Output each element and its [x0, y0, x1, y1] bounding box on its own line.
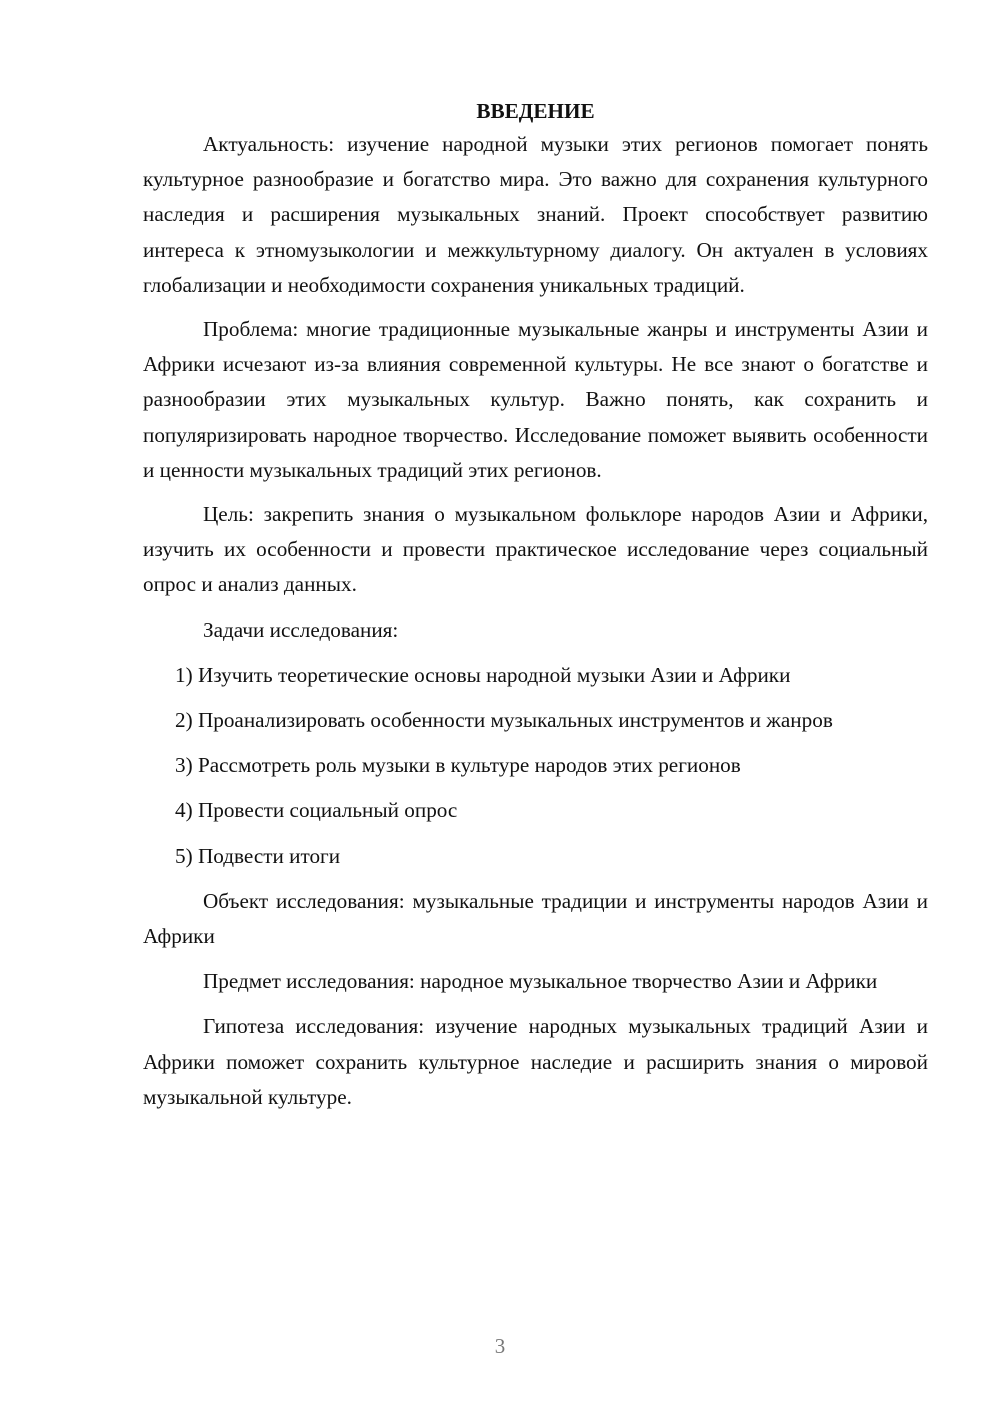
page-content [143, 95, 928, 1115]
paragraph-object: Объект исследования: музыкальные традиции и инструменты народов Азии и Африки [143, 888, 928, 949]
page-number: 3 [494, 1334, 506, 1358]
task-item: 3) Рассмотреть роль музыки в культуре народов этих регионов [175, 753, 741, 778]
paragraph-goal: Цель: закрепить знания о музыкальном фольклоре народов Азии и Африки, изучить их особенности и провести практическое исследование через социальный опрос и анализ данных. [143, 502, 928, 597]
paragraph-relevance: Актуальность: изучение народной музыки этих регионов помогает понять культурное разнообразие и богатство мира. Это важно для сохранения культурного наследия и расширения музыкальных знаний. Проект способствует развитию интереса к этномузыкологии и межкультурному диалогу. Он актуален в условиях глобализации и необходимости сохранения уникальных традиций. [143, 132, 928, 297]
paragraph-problem: Проблема: многие традиционные музыкальные жанры и инструменты Азии и Африки исчезают из-за влияния современной культуры. Не все знают о богатстве и разнообразии этих музыкальных культур. Важно понять, как сохранить и популяризировать народное творчество. Исследование поможет выявить особенности и ценности музыкальных традиций этих регионов. [143, 317, 928, 482]
section-title: ВВЕДЕНИЕ [476, 99, 595, 123]
tasks-heading: Задачи исследования: [203, 617, 399, 642]
task-item: 4) Провести социальный опрос [175, 798, 458, 823]
task-item: 2) Проанализировать особенности музыкальных инструментов и жанров [175, 708, 833, 733]
paragraph-subject: Предмет исследования: народное музыкальное творчество Азии и Африки [203, 969, 878, 994]
paragraph-hypothesis: Гипотеза исследования: изучение народных музыкальных традиций Азии и Африки поможет сохранить культурное наследие и расширить знания о мировой музыкальной культуре. [143, 1014, 928, 1109]
task-item: 5) Подвести итоги [175, 843, 341, 868]
task-item: 1) Изучить теоретические основы народной музыки Азии и Африки [175, 662, 791, 687]
